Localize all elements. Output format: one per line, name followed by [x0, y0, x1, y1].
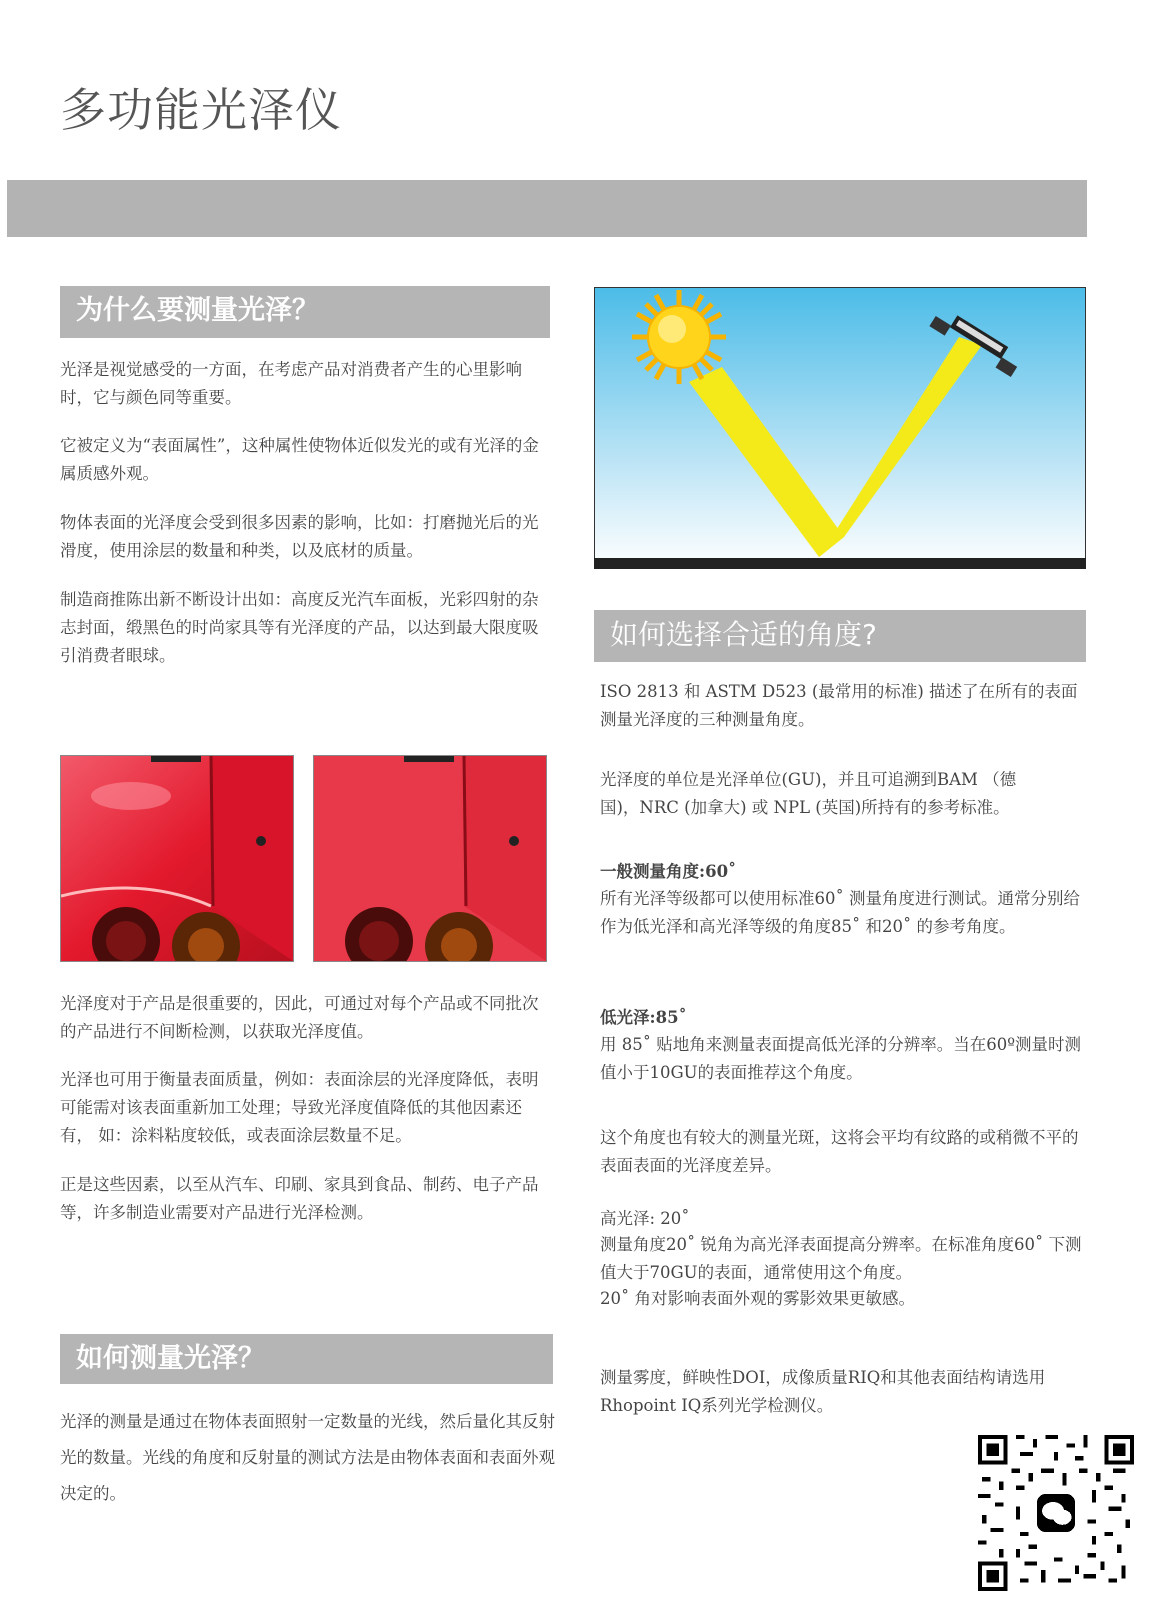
car-photo-matte	[313, 755, 547, 962]
after-photo-paragraph-2: 光泽也可用于衡量表面质量，例如：表面涂层的光泽度降低，表明可能需对该表面重新加工处理；导致光泽度值降低的其他因素还有， 如：涂料粘度较低，或表面涂层数量不足。	[60, 1070, 539, 1145]
why-paragraph-1: 光泽是视觉感受的一方面，在考虑产品对消费者产生的心里影响时，它与颜色同等重要。	[60, 360, 522, 407]
general-angle-text: 所有光泽等级都可以使用标准60˚ 测量角度进行测试。通常分别给作为低光泽和高光泽等级的角度85˚ 和20˚ 的参考角度。	[600, 889, 1080, 936]
angle-heading: 如何选择合适的角度?	[594, 610, 1086, 662]
low-gloss-text-2: 这个角度也有较大的测量光斑，这将会平均有纹路的或稍微不平的表面表面的光泽度差异。	[600, 1128, 1079, 1175]
gloss-unit-paragraph: 光泽度的单位是光泽单位(GU)，并且可追溯到BAM （德国)，NRC (加拿大) 或 NPL (英国)所持有的参考标准。	[600, 770, 1017, 817]
standards-paragraph: ISO 2813 和 ASTM D523 (最常用的标准) 描述了在所有的表面测量光泽度的三种测量角度。	[600, 682, 1078, 729]
why-heading: 为什么要测量光泽？	[60, 286, 550, 338]
general-angle-title: 一般测量角度:60˚	[600, 862, 737, 881]
high-gloss-title: 高光泽: 20˚	[600, 1209, 690, 1228]
how-paragraph: 光泽的测量是通过在物体表面照射一定数量的光线，然后量化其反射光的数量。光线的角度和反射量的测试方法是由物体表面和表面外观决定的。	[60, 1412, 555, 1503]
low-gloss-title: 低光泽:85˚	[600, 1008, 687, 1027]
after-photo-paragraph-1: 光泽度对于产品是很重要的，因此，可通过对每个产品或不同批次的产品进行不间断检测，以获取光泽度值。	[60, 994, 539, 1041]
why-paragraph-2: 它被定义为“表面属性”，这种属性使物体近似发光的或有光泽的金 属质感外观。	[60, 436, 539, 483]
why-paragraph-4: 制造商推陈出新不断设计出如：高度反光汽车面板，光彩四射的杂 志封面，缎黑色的时尚家具等有光泽度的产品，以达到最大限度吸 引消费者眼球。	[60, 590, 539, 665]
wechat-icon	[1033, 1490, 1079, 1536]
low-gloss-text: 用 85˚ 贴地角来测量表面提高低光泽的分辨率。当在60º测量时测值小于10GU的表面推荐这个角度。	[600, 1035, 1081, 1082]
sun-icon	[632, 290, 726, 384]
car-photo-glossy	[60, 755, 294, 962]
rhopoint-paragraph: 测量雾度，鲜映性DOI，成像质量RIQ和其他表面结构请选用Rhopoint IQ系列光学检测仪。	[600, 1368, 1046, 1415]
how-heading: 如何测量光泽？	[60, 1334, 553, 1384]
why-paragraph-3: 物体表面的光泽度会受到很多因素的影响，比如：打磨抛光后的光 滑度，使用涂层的数量和种类，以及底材的质量。	[60, 513, 539, 560]
after-photo-paragraph-3: 正是这些因素，以至从汽车、印刷、家具到食品、制药、电子产品 等，许多制造业需要对产品进行光泽检测。	[60, 1175, 539, 1222]
high-gloss-text-2: 20˚ 角对影响表面外观的雾影效果更敏感。	[600, 1289, 915, 1308]
high-gloss-text: 测量角度20˚ 锐角为高光泽表面提高分辨率。在标准角度60˚ 下测值大于70GU的表面，通常使用这个角度。	[600, 1235, 1082, 1282]
header-band	[7, 180, 1087, 237]
gloss-illustration	[594, 287, 1086, 569]
page-title: 多功能光泽仪	[60, 83, 342, 137]
qr-code	[978, 1435, 1134, 1591]
